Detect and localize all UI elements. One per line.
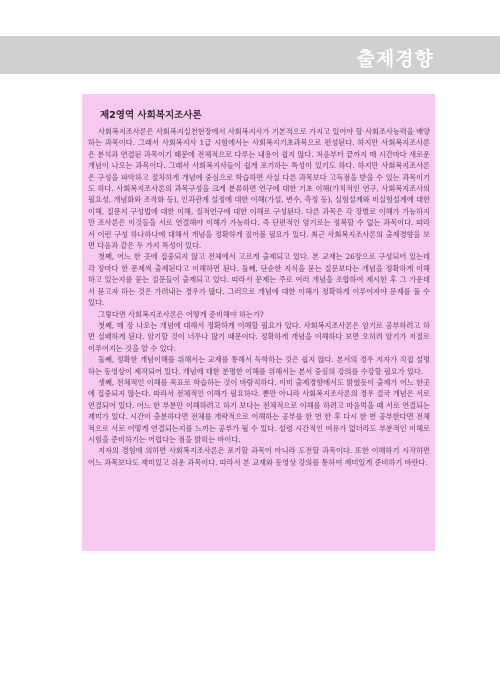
paragraph: 첫째, 어느 한 곳에 집중되지 않고 전체에서 고르게 출제되고 있다. 본 교재는 26장으로 구성되어 있는데 각 장마다 한 문제씩 출제된다고 이해하면 된다. 둘째, 단순한 지식을 묻는 질문보다는 개념을 정확하게 이해하고 있는지를 묻는 질문들이 출제되고 있다. 따라서 문제는 주로 여러 개념을 조합하여 제시한 후 그 가운데서 묻고자 하는 것은 가려내는 경우가 많다. 그러므로 개념에 대한 이해가 정확하게 이루어져야 문제를 풀 수 있다. xyxy=(88,252,430,308)
paragraph: 셋째, 전체적인 이해를 목표로 학습하는 것이 바람직하다. 이미 출제경향에서도 밝혔듯이 출제가 어느 한곳에 집중되지 않는다. 따라서 전체적인 이해가 필요하다. 뿐만 아니라 사회복지조사론의 경우 결국 개념은 서로 연결되어 있다. 어느 한 부분만 이해하려고 하기 보다는 전체적으로 이해를 하려고 마음먹을 때 서로 연결되는 재미가 있다. 시간이 충분하다면 전체를 개략적으로 이해하는 공부를 한 번 한 후 다시 한 번 공부한다면 전체적으로 서로 어떻게 연결되는지를 느끼는 공부가 될 수 있다. 설령 시간적인 여유가 없더라도 부분적인 이해로 시험을 준비하기는 어렵다는 점을 밝히는 바이다. xyxy=(88,377,430,444)
paragraph: 사회복지조사론은 사회복지실천현장에서 사회복지사가 기본적으로 가지고 있어야 할 사회조사능력을 배양하는 과목이다. 그래서 사회복지사 1급 시험에서는 사회복지기초과목으로 편성된다. 하지만 사회복지조사론은 분석과 연결된 과목이기 때문에 전체적으로 다루는 내용이 쉽지 않다. 처음부터 끝까지 매 시간마다 새로운 개념이 나오는 과목이다. 그래서 사회복지사들이 쉽게 포기하는 특성이 있기도 하다. 하지만 사회복지조사론은 구성을 파악하고 절차하게 개념에 중심으로 학습하면 사실 다른 과목보다 고득점을 받을 수 있는 과목이기도 하다. 사회복지조사론의 과목구성을 크게 분류하면 연구에 대한 기초 이해(가치적인 연구, 사회복지조사의 필요성, 개념화와 조작화 등), 인과관계 설정에 대한 이해(가설, 변수, 측정 등), 실험설계와 비실험설계에 대한 이해, 질문지 구성법에 대한 이해, 질적연구에 대한 이해로 구성된다. 다른 과목은 각 장별로 이해가 가능하지만 조사론은 이것들을 서로 연결해야 이해가 가능하다. 즉 단편적인 암기로는 정복할 수 없는 과목이다. 따라서 이런 구성 하나하나에 대해서 개념을 정확하게 짚어볼 필요가 있다. 최근 사회복지조사론의 출제경향을 보면 다음과 같은 두 가지 특성이 있다. xyxy=(88,127,430,251)
paragraph: 첫째, 매 장 나오는 개념에 대해서 정확하게 이해할 필요가 있다. 사회복지조사론은 암기로 공부하려고 하면 실패하게 된다. 암기할 것이 너무나 많기 때문이다. 정확하게 개념을 이해하다 보면 오히려 암기가 저절로 이루어지는 것을 알 수 있다. xyxy=(88,320,430,353)
page-header-title: 출제경향 xyxy=(356,48,434,70)
paragraph: 그렇다면 사회복지조사론은 어떻게 준비해야 하는가? xyxy=(98,309,264,319)
body-text xyxy=(88,126,430,468)
section-title: 제2영역 사회복지조사론 xyxy=(100,110,202,121)
paragraph: 둘째, 정확한 개념이해를 위해서는 교재를 통해서 독학하는 것은 쉽지 않다. 본서의 경우 저자가 직접 설명하는 동영상이 제작되어 있다. 개념에 대한 분명한 이해를 위해서는 본서 중심의 강의를 수강할 필요가 있다. xyxy=(88,355,430,376)
paragraph: 저자의 경험에 의하면 사회복지조사론은 포기할 과목이 아니라 도전할 과목이다. 또한 이해하기 시작하면 어느 과목보다도 재미있고 쉬운 과목이다. 따라서 본 교재와 동영상 강의를 통하여 재미있게 준비하기 바란다. xyxy=(88,446,430,467)
